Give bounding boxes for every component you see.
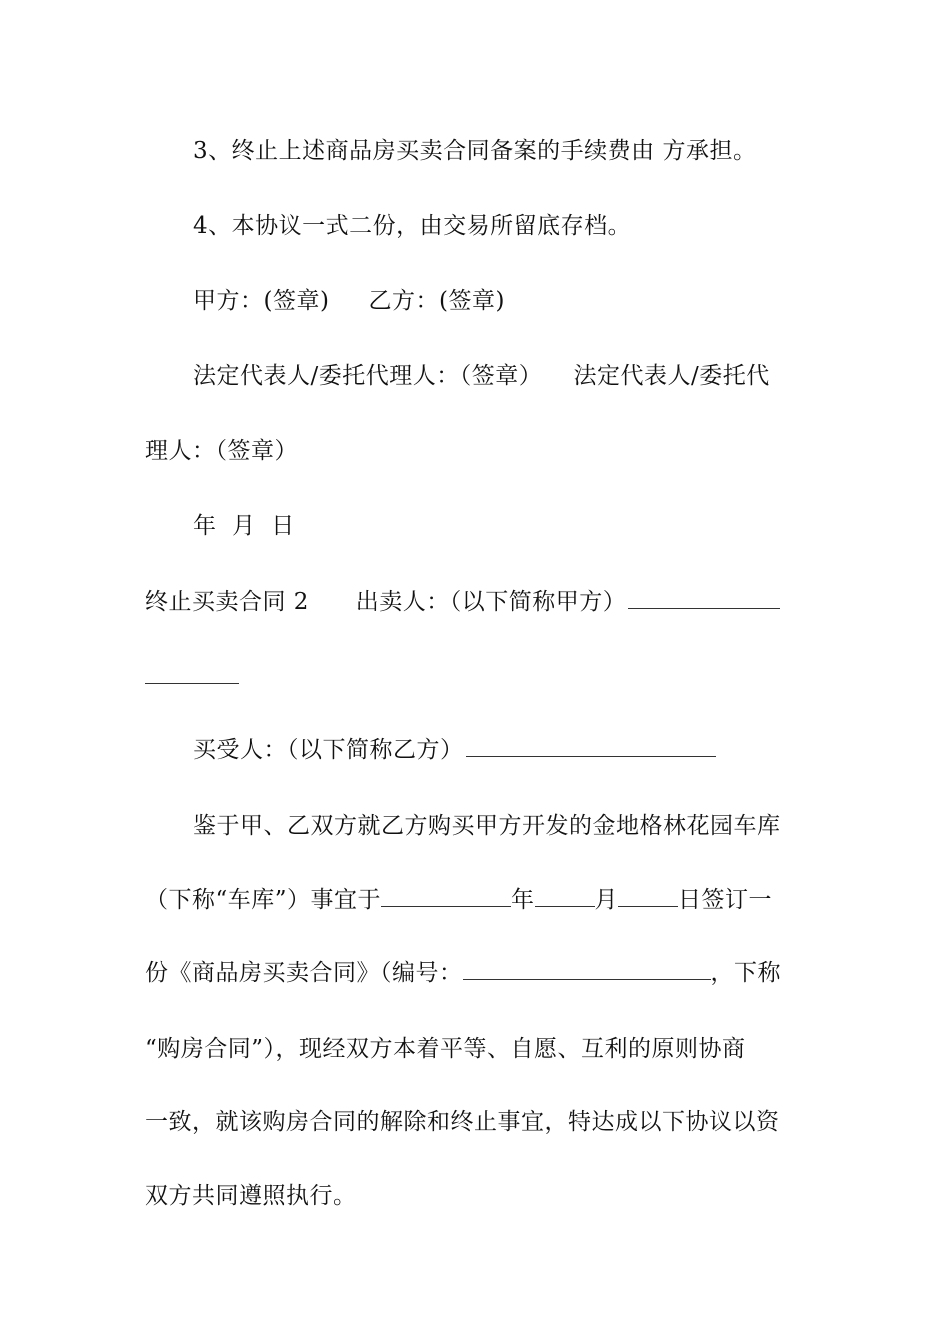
day-blank — [618, 884, 678, 907]
recital-line-2 — [145, 884, 772, 915]
clause-3 — [193, 136, 756, 166]
seller-blank — [628, 586, 780, 609]
recital-line-5 — [145, 1107, 780, 1137]
recital-line-5-text: 一致，就该购房合同的解除和终止事宜，特达成以下协议以资 — [145, 1109, 780, 1135]
contract-number-blank — [463, 957, 711, 980]
date-line-text: 年 月 日 — [193, 513, 295, 539]
party-signatures — [193, 286, 505, 316]
recital-line-6-text: 双方共同遵照执行。 — [145, 1183, 357, 1209]
recital-line-3-end: ，下称 — [710, 960, 781, 986]
clause-4 — [193, 211, 631, 241]
clause-4-text: 4、本协议一式二份，由交易所留底存档。 — [193, 213, 632, 239]
representative-signatures — [193, 361, 770, 391]
contract-2-heading-text: 终止买卖合同 2 出卖人：（以下简称甲方） — [145, 589, 627, 615]
recital-line-4 — [145, 1034, 746, 1064]
recital-line-2-text: （下称“车库”）事宜于 — [145, 887, 382, 913]
party-signatures-text: 甲方：(签章) 乙方：(签章) — [193, 288, 505, 314]
date-line — [193, 511, 295, 541]
month-blank — [535, 884, 595, 907]
recital-line-3 — [145, 957, 781, 988]
recital-line-3-text: 份《商品房买卖合同》（编号： — [145, 960, 463, 986]
buyer-line — [193, 734, 716, 765]
recital-line-2-end: 日签订一 — [678, 887, 773, 913]
recital-line-1-text: 鉴于甲、乙双方就乙方购买甲方开发的金地格林花园车库 — [193, 813, 781, 839]
representative-signatures-cont-text: 理人：（签章） — [145, 438, 298, 464]
buyer-line-text: 买受人：（以下简称乙方） — [193, 737, 464, 763]
contract-2-heading — [145, 586, 780, 617]
recital-line-6 — [145, 1181, 357, 1211]
seller-blank-cont — [145, 683, 239, 684]
month-label: 月 — [594, 887, 619, 913]
year-label: 年 — [511, 887, 535, 913]
year-blank — [381, 884, 511, 907]
representative-signatures-cont — [145, 436, 298, 466]
buyer-blank — [466, 734, 716, 757]
recital-line-4-text: “购房合同”），现经双方本着平等、自愿、互利的原则协商 — [145, 1036, 746, 1062]
clause-3-text: 3、终止上述商品房买卖合同备案的手续费由 方承担。 — [193, 138, 757, 164]
representative-signatures-text: 法定代表人/委托代理人：（签章） 法定代表人/委托代 — [193, 363, 770, 389]
recital-line-1 — [193, 811, 781, 841]
